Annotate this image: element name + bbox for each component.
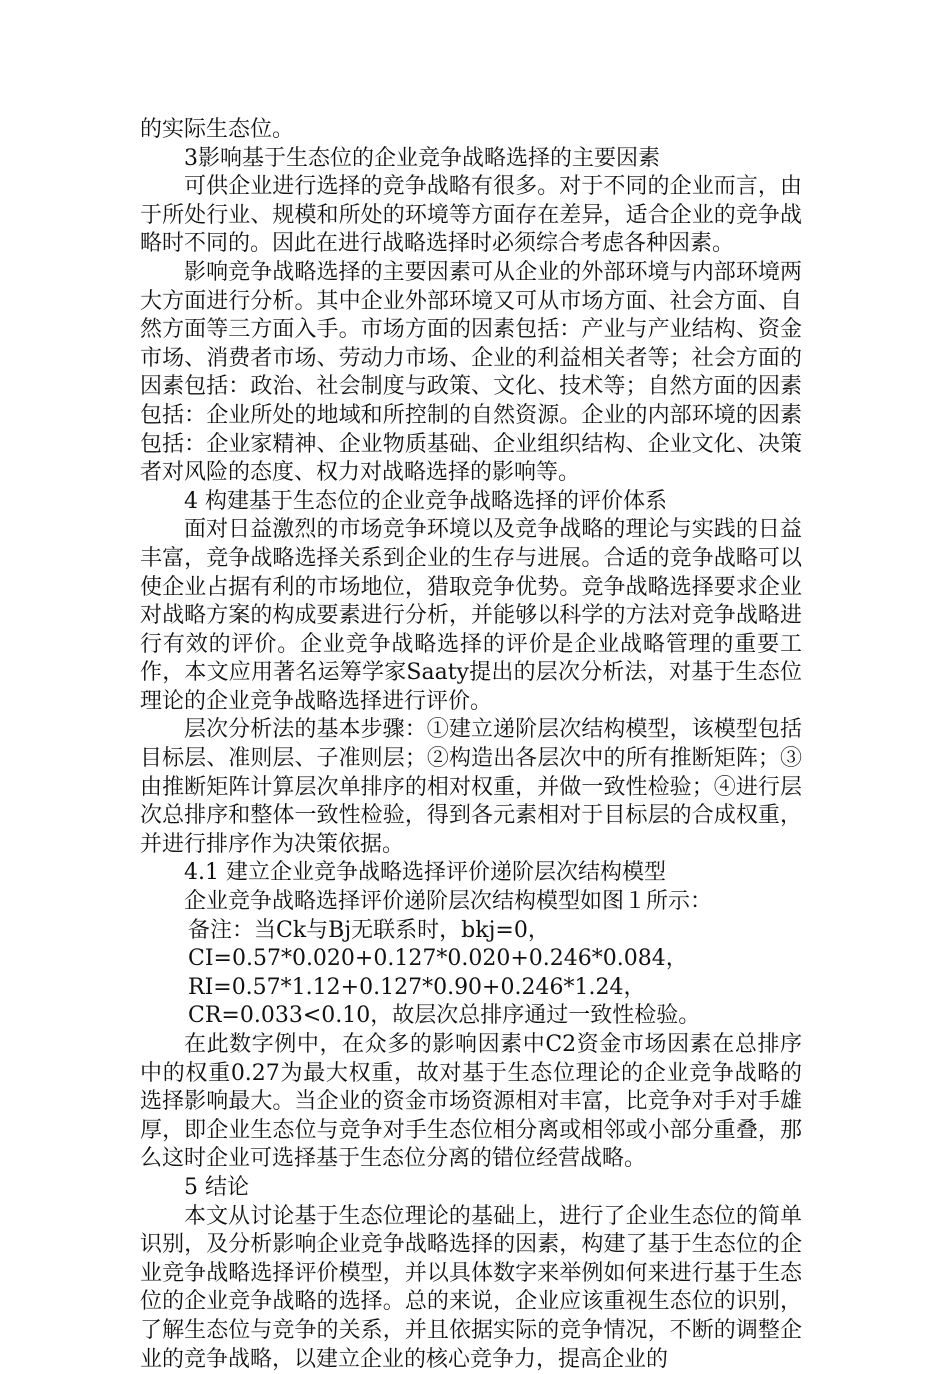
section-heading: 4 构建基于生态位的企业竞争战略选择的评价体系 bbox=[184, 488, 667, 514]
formula-line: RI=0.57*1.12+0.127*0.90+0.246*1.24， bbox=[188, 974, 646, 1000]
section-heading: 5 结论 bbox=[184, 1174, 249, 1200]
paragraph: 面对日益激烈的市场竞争环境以及竞争战略的理论与实践的日益丰富，竞争战略选择关系到企业的生存与进展。合适的竞争战略可以使企业占据有利的市场地位，猎取竞争优势。竞争战略选择要求企业对战略方案的构成要素进行分析，并能够以科学的方法对竞争战略进行有效的评价。企业竞争战略选择的评价是企业战略管理的重要工作，本文应用著名运筹学家Saaty提出的层次分析法，对基于生态位理论的企业竞争战略选择进行评价。 bbox=[140, 517, 802, 714]
paragraph: 影响竞争战略选择的主要因素可从企业的外部环境与内部环境两大方面进行分析。其中企业外部环境又可从市场方面、社会方面、自然方面等三方面入手。市场方面的因素包括：产业与产业结构、资金市场、消费者市场、劳动力市场、企业的利益相关者等；社会方面的因素包括：政治、社会制度与政策、文化、技术等；自然方面的因素包括：企业所处的地域和所控制的自然资源。企业的内部环境的因素包括：企业家精神、企业物质基础、企业组织结构、企业文化、决策者对风险的态度、权力对战略选择的影响等。 bbox=[140, 259, 802, 486]
paragraph: 在此数字例中，在众多的影响因素中C2资金市场因素在总排序中的权重0.27为最大权重，故对基于生态位理论的企业竞争战略的选择影响最大。当企业的资金市场资源相对丰富，比竞争对手对手雄厚，即企业生态位与竞争对手生态位相分离或相邻或小部分重叠，那么这时企业可选择基于生态位分离的错位经营战略。 bbox=[140, 1032, 802, 1172]
formula-line: CI=0.57*0.020+0.127*0.020+0.246*0.084， bbox=[188, 946, 688, 972]
subsection-heading: 4.1 建立企业竞争战略选择评价递阶层次结构模型 bbox=[184, 860, 666, 886]
section-heading: 3影响基于生态位的企业竞争战略选择的主要因素 bbox=[184, 145, 660, 171]
formula-line: CR=0.033<0.10，故层次总排序通过一致性检验。 bbox=[188, 1003, 701, 1029]
paragraph: 层次分析法的基本步骤：①建立递阶层次结构模型，该模型包括目标层、准则层、子准则层；②构造出各层次中的所有推断矩阵；③由推断矩阵计算层次单排序的相对权重，并做一致性检验；④进行层次总排序和整体一致性检验，得到各元素相对于目标层的合成权重，并进行排序作为决策依据。 bbox=[140, 717, 802, 857]
paragraph: 本文从讨论基于生态位理论的基础上，进行了企业生态位的简单识别，及分析影响企业竞争战略选择的因素，构建了基于生态位的企业竞争战略选择评价模型，并以具体数字来举例如何来进行基于生态位的企业竞争战略的选择。总的来说，企业应该重视生态位的识别，了解生态位与竞争的关系，并且依据实际的竞争情况，不断的调整企业的竞争战略，以建立企业的核心竞争力，提高企业的 bbox=[140, 1203, 802, 1372]
document-body bbox=[140, 116, 802, 1374]
formula-line: 备注：当Ck与Bj无联系时，bkj=0， bbox=[188, 917, 550, 943]
paragraph: 可供企业进行选择的竞争战略有很多。对于不同的企业而言，由于所处行业、规模和所处的环境等方面存在差异，适合企业的竞争战略时不同的。因此在进行战略选择时必须综合考虑各种因素。 bbox=[140, 174, 802, 257]
paragraph: 的实际生态位。 bbox=[140, 117, 295, 142]
paragraph: 企业竞争战略选择评价递阶层次结构模型如图１所示： bbox=[184, 889, 713, 915]
